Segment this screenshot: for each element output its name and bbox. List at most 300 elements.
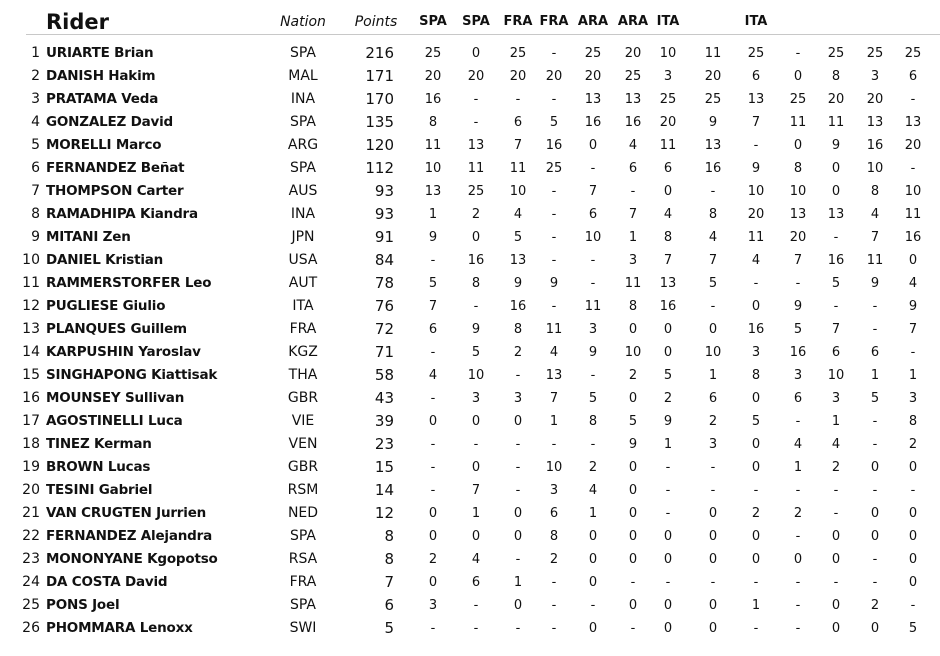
- round-result: 9: [471, 322, 481, 337]
- round-result: 7: [588, 184, 598, 199]
- round-result: -: [710, 575, 716, 590]
- round-result: 4: [793, 437, 803, 452]
- round-result: 0: [471, 46, 481, 61]
- round-result: 4: [751, 253, 761, 268]
- round-result: -: [665, 460, 671, 475]
- rider-nation: RSA: [288, 551, 318, 567]
- rider-points: 93: [374, 205, 394, 223]
- position: 22: [22, 528, 40, 544]
- round-result: -: [753, 138, 759, 153]
- round-result: 5: [588, 391, 598, 406]
- round-result: 0: [908, 253, 918, 268]
- round-result: 0: [471, 460, 481, 475]
- rider-points: 14: [374, 481, 394, 499]
- round-result: 0: [751, 529, 761, 544]
- round-result: 25: [904, 46, 922, 61]
- rider-points: 5: [384, 619, 394, 637]
- round-result: 7: [908, 322, 918, 337]
- round-result: 10: [467, 368, 485, 383]
- round-result: 13: [904, 115, 922, 130]
- round-result: 13: [624, 92, 642, 107]
- round-result: 25: [659, 92, 677, 107]
- round-result: 8: [471, 276, 481, 291]
- round-result: -: [710, 299, 716, 314]
- round-result: 0: [751, 460, 761, 475]
- round-result: 0: [708, 506, 718, 521]
- round-result: -: [795, 46, 801, 61]
- round-header: [778, 10, 818, 34]
- position: 19: [22, 459, 40, 475]
- round-result: 4: [908, 276, 918, 291]
- round-result: 2: [428, 552, 438, 567]
- round-result: 0: [628, 552, 638, 567]
- round-result: 7: [751, 115, 761, 130]
- rider-nation: FRA: [289, 574, 317, 590]
- rider-points: 72: [374, 320, 394, 338]
- round-result: 16: [659, 299, 677, 314]
- rider-name: URIARTE Brian: [46, 45, 154, 61]
- round-result: 0: [513, 506, 523, 521]
- round-result: 11: [509, 161, 527, 176]
- rider-points: 171: [365, 67, 394, 85]
- position: 11: [22, 275, 40, 291]
- round-result: 0: [471, 414, 481, 429]
- round-result: -: [590, 368, 596, 383]
- round-result: 7: [549, 391, 559, 406]
- table-row: [0, 594, 940, 617]
- table-row: [0, 433, 940, 456]
- round-result: 6: [513, 115, 523, 130]
- round-result: 3: [870, 69, 880, 84]
- rider-points: 58: [374, 366, 394, 384]
- rider-name: GONZALEZ David: [46, 114, 174, 130]
- rider-points: 135: [365, 113, 394, 131]
- round-result: -: [795, 276, 801, 291]
- table-row: [0, 571, 940, 594]
- round-result: 20: [747, 207, 765, 222]
- round-result: 3: [708, 437, 718, 452]
- round-result: 8: [428, 115, 438, 130]
- rider-name: BROWN Lucas: [46, 459, 151, 475]
- round-result: 2: [471, 207, 481, 222]
- round-result: 7: [870, 230, 880, 245]
- round-result: 4: [428, 368, 438, 383]
- round-result: 0: [870, 621, 880, 636]
- rider-points: 93: [374, 182, 394, 200]
- round-result: 11: [789, 115, 807, 130]
- round-result: 9: [708, 115, 718, 130]
- round-result: 0: [708, 322, 718, 337]
- rider-nation: ITA: [292, 298, 314, 314]
- position: 21: [22, 505, 40, 521]
- table-row: [0, 479, 940, 502]
- round-result: 10: [747, 184, 765, 199]
- round-result: 4: [831, 437, 841, 452]
- round-result: 0: [708, 598, 718, 613]
- round-result: 25: [584, 46, 602, 61]
- rider-name: DA COSTA David: [46, 574, 168, 590]
- round-result: 8: [751, 368, 761, 383]
- round-result: 1: [628, 230, 638, 245]
- position: 5: [31, 137, 40, 153]
- round-result: 8: [549, 529, 559, 544]
- round-result: 6: [471, 575, 481, 590]
- round-result: 5: [793, 322, 803, 337]
- round-result: -: [833, 299, 839, 314]
- round-result: -: [795, 414, 801, 429]
- round-result: 6: [428, 322, 438, 337]
- round-result: 4: [513, 207, 523, 222]
- round-result: 3: [588, 322, 598, 337]
- round-result: 9: [428, 230, 438, 245]
- round-result: 7: [831, 322, 841, 337]
- rider-nation: KGZ: [288, 344, 318, 360]
- round-result: -: [551, 253, 557, 268]
- round-result: 11: [545, 322, 563, 337]
- round-result: -: [430, 437, 436, 452]
- round-result: 8: [513, 322, 523, 337]
- position: 20: [22, 482, 40, 498]
- round-result: 6: [708, 391, 718, 406]
- round-result: 0: [708, 552, 718, 567]
- rider-name: MORELLI Marco: [46, 137, 162, 153]
- rider-nation: SPA: [289, 45, 316, 61]
- rider-nation: GBR: [287, 390, 319, 406]
- rider-nation: GBR: [287, 459, 319, 475]
- round-result: 8: [908, 414, 918, 429]
- table-row: [0, 364, 940, 387]
- round-result: 8: [870, 184, 880, 199]
- round-result: 20: [827, 92, 845, 107]
- round-result: 13: [866, 115, 884, 130]
- round-result: 5: [549, 115, 559, 130]
- round-result: 0: [428, 529, 438, 544]
- rider-name: RAMMERSTORFER Leo: [46, 275, 212, 291]
- round-result: 0: [428, 575, 438, 590]
- round-result: 0: [908, 506, 918, 521]
- round-result: -: [473, 299, 479, 314]
- round-result: 13: [584, 92, 602, 107]
- round-result: 2: [831, 460, 841, 475]
- table-row: [0, 387, 940, 410]
- round-result: 0: [831, 161, 841, 176]
- round-result: -: [630, 621, 636, 636]
- round-result: 8: [831, 69, 841, 84]
- round-result: -: [551, 46, 557, 61]
- rider-name: VAN CRUGTEN Jurrien: [46, 505, 207, 521]
- round-result: 13: [704, 138, 722, 153]
- round-result: -: [910, 345, 916, 360]
- round-result: -: [872, 322, 878, 337]
- round-result: 5: [908, 621, 918, 636]
- round-result: -: [833, 483, 839, 498]
- round-result: -: [590, 437, 596, 452]
- round-result: -: [872, 483, 878, 498]
- round-result: -: [430, 253, 436, 268]
- round-result: 3: [908, 391, 918, 406]
- round-result: 16: [424, 92, 442, 107]
- round-result: 8: [663, 230, 673, 245]
- round-result: -: [430, 345, 436, 360]
- round-header: FRA: [539, 14, 569, 29]
- round-result: -: [630, 184, 636, 199]
- round-result: 25: [424, 46, 442, 61]
- round-result: 0: [793, 69, 803, 84]
- rider-name: MITANI Zen: [46, 229, 131, 245]
- round-result: 4: [870, 207, 880, 222]
- rider-points: 170: [365, 90, 394, 108]
- round-result: -: [833, 506, 839, 521]
- round-result: -: [515, 92, 521, 107]
- round-result: 6: [751, 69, 761, 84]
- round-result: -: [795, 575, 801, 590]
- round-result: -: [430, 460, 436, 475]
- round-result: 20: [545, 69, 563, 84]
- round-result: 0: [908, 575, 918, 590]
- round-result: 5: [751, 414, 761, 429]
- round-result: 11: [904, 207, 922, 222]
- round-result: 16: [789, 345, 807, 360]
- round-result: -: [753, 483, 759, 498]
- table-row: [0, 295, 940, 318]
- round-result: 20: [866, 92, 884, 107]
- round-result: 0: [831, 529, 841, 544]
- round-result: 1: [831, 414, 841, 429]
- round-result: 2: [513, 345, 523, 360]
- round-result: -: [665, 575, 671, 590]
- position: 17: [22, 413, 40, 429]
- round-result: 13: [789, 207, 807, 222]
- round-result: 7: [471, 483, 481, 498]
- round-result: 7: [513, 138, 523, 153]
- position: 9: [31, 229, 40, 245]
- round-result: -: [753, 276, 759, 291]
- round-result: 3: [471, 391, 481, 406]
- round-result: 8: [588, 414, 598, 429]
- position: 12: [22, 298, 40, 314]
- round-result: 11: [747, 230, 765, 245]
- round-result: -: [473, 92, 479, 107]
- round-result: -: [753, 575, 759, 590]
- round-result: 11: [467, 161, 485, 176]
- rider-column-header: Rider: [46, 10, 109, 34]
- rider-points: 112: [365, 159, 394, 177]
- round-result: 20: [624, 46, 642, 61]
- position: 7: [31, 183, 40, 199]
- round-result: 0: [751, 391, 761, 406]
- round-result: 7: [793, 253, 803, 268]
- round-result: -: [872, 414, 878, 429]
- round-result: 2: [549, 552, 559, 567]
- round-header: ITA: [656, 14, 680, 29]
- round-result: 11: [424, 138, 442, 153]
- round-result: 0: [908, 460, 918, 475]
- rider-name: PRATAMA Veda: [46, 91, 159, 107]
- round-result: 25: [704, 92, 722, 107]
- round-result: -: [551, 575, 557, 590]
- table-row: [0, 617, 940, 640]
- round-result: -: [551, 230, 557, 245]
- round-result: 0: [831, 598, 841, 613]
- round-result: 10: [624, 345, 642, 360]
- round-result: -: [551, 184, 557, 199]
- round-result: -: [473, 437, 479, 452]
- round-result: 13: [467, 138, 485, 153]
- points-column-header: Points: [354, 14, 398, 30]
- rider-nation: AUT: [288, 275, 318, 291]
- round-result: 0: [708, 529, 718, 544]
- round-result: 20: [659, 115, 677, 130]
- round-result: -: [710, 483, 716, 498]
- round-result: 25: [747, 46, 765, 61]
- round-result: -: [430, 621, 436, 636]
- rider-points: 7: [384, 573, 394, 591]
- round-result: -: [833, 575, 839, 590]
- round-result: -: [430, 483, 436, 498]
- round-result: 9: [513, 276, 523, 291]
- round-result: 10: [424, 161, 442, 176]
- round-result: 20: [704, 69, 722, 84]
- round-result: 1: [471, 506, 481, 521]
- round-result: -: [430, 391, 436, 406]
- round-result: -: [910, 92, 916, 107]
- round-result: 0: [628, 483, 638, 498]
- round-result: 0: [831, 621, 841, 636]
- round-result: 16: [509, 299, 527, 314]
- round-result: 0: [663, 598, 673, 613]
- rider-nation: FRA: [289, 321, 317, 337]
- round-result: -: [473, 621, 479, 636]
- nation-column-header: Nation: [280, 14, 326, 30]
- round-result: 3: [751, 345, 761, 360]
- round-result: 0: [751, 437, 761, 452]
- round-result: 0: [628, 322, 638, 337]
- round-result: 25: [624, 69, 642, 84]
- round-result: 0: [628, 529, 638, 544]
- round-result: 4: [549, 345, 559, 360]
- round-result: 9: [793, 299, 803, 314]
- round-result: -: [910, 598, 916, 613]
- round-result: 4: [708, 230, 718, 245]
- rider-name: FERNANDEZ Beñat: [46, 160, 185, 176]
- rider-name: TINEZ Kerman: [46, 436, 152, 452]
- table-row: [0, 341, 940, 364]
- rider-name: DANIEL Kristian: [46, 252, 164, 268]
- rider-points: 39: [374, 412, 394, 430]
- round-result: 20: [467, 69, 485, 84]
- rider-points: 76: [374, 297, 394, 315]
- round-result: 10: [827, 368, 845, 383]
- round-result: 11: [704, 46, 722, 61]
- round-result: 1: [708, 368, 718, 383]
- round-result: 9: [831, 138, 841, 153]
- table-row: [0, 226, 940, 249]
- round-result: 0: [870, 529, 880, 544]
- round-result: 0: [793, 552, 803, 567]
- round-result: -: [710, 460, 716, 475]
- round-result: 25: [866, 46, 884, 61]
- position: 18: [22, 436, 40, 452]
- round-result: 0: [831, 552, 841, 567]
- table-row: [0, 203, 940, 226]
- round-result: 0: [870, 506, 880, 521]
- round-result: -: [551, 437, 557, 452]
- rider-nation: SPA: [289, 114, 316, 130]
- round-result: 0: [908, 552, 918, 567]
- rider-points: 84: [374, 251, 394, 269]
- round-result: 0: [908, 529, 918, 544]
- round-result: 0: [428, 506, 438, 521]
- round-result: 10: [904, 184, 922, 199]
- round-result: 25: [509, 46, 527, 61]
- round-result: 3: [428, 598, 438, 613]
- round-result: 0: [588, 575, 598, 590]
- rider-nation: SPA: [289, 528, 316, 544]
- round-result: 4: [588, 483, 598, 498]
- round-result: 0: [513, 598, 523, 613]
- round-result: 1: [908, 368, 918, 383]
- rider-nation: ARG: [287, 137, 319, 153]
- round-header: SPA: [462, 14, 490, 29]
- round-result: 0: [831, 184, 841, 199]
- round-result: 0: [428, 414, 438, 429]
- round-result: 4: [628, 138, 638, 153]
- round-header: [693, 10, 733, 34]
- table-row: [0, 456, 940, 479]
- round-result: 0: [588, 621, 598, 636]
- round-result: 16: [584, 115, 602, 130]
- position: 26: [22, 620, 40, 636]
- rider-nation: AUS: [288, 183, 318, 199]
- round-result: 1: [870, 368, 880, 383]
- round-result: 25: [789, 92, 807, 107]
- round-result: 0: [628, 391, 638, 406]
- round-result: 0: [663, 552, 673, 567]
- round-result: 4: [471, 552, 481, 567]
- position: 4: [31, 114, 40, 130]
- rider-name: SINGHAPONG Kiattisak: [46, 367, 218, 383]
- position: 6: [31, 160, 40, 176]
- round-result: 0: [471, 529, 481, 544]
- round-result: -: [665, 506, 671, 521]
- round-header: ITA: [744, 14, 768, 29]
- rider-points: 8: [384, 527, 394, 545]
- round-result: 9: [549, 276, 559, 291]
- table-row: [0, 88, 940, 111]
- table-row: [0, 157, 940, 180]
- round-result: -: [795, 529, 801, 544]
- table-row: [0, 502, 940, 525]
- rider-name: FERNANDEZ Alejandra: [46, 528, 213, 544]
- round-result: 9: [870, 276, 880, 291]
- round-result: 5: [628, 414, 638, 429]
- round-result: 16: [904, 230, 922, 245]
- round-result: 9: [663, 414, 673, 429]
- round-result: -: [551, 299, 557, 314]
- round-result: 0: [628, 598, 638, 613]
- round-result: 0: [628, 506, 638, 521]
- round-result: 11: [584, 299, 602, 314]
- round-result: 6: [628, 161, 638, 176]
- round-result: -: [473, 115, 479, 130]
- round-result: -: [910, 161, 916, 176]
- round-result: 4: [663, 207, 673, 222]
- round-result: 0: [588, 529, 598, 544]
- round-header: [893, 10, 933, 34]
- round-result: 5: [870, 391, 880, 406]
- rider-nation: VEN: [288, 436, 318, 452]
- round-result: -: [590, 161, 596, 176]
